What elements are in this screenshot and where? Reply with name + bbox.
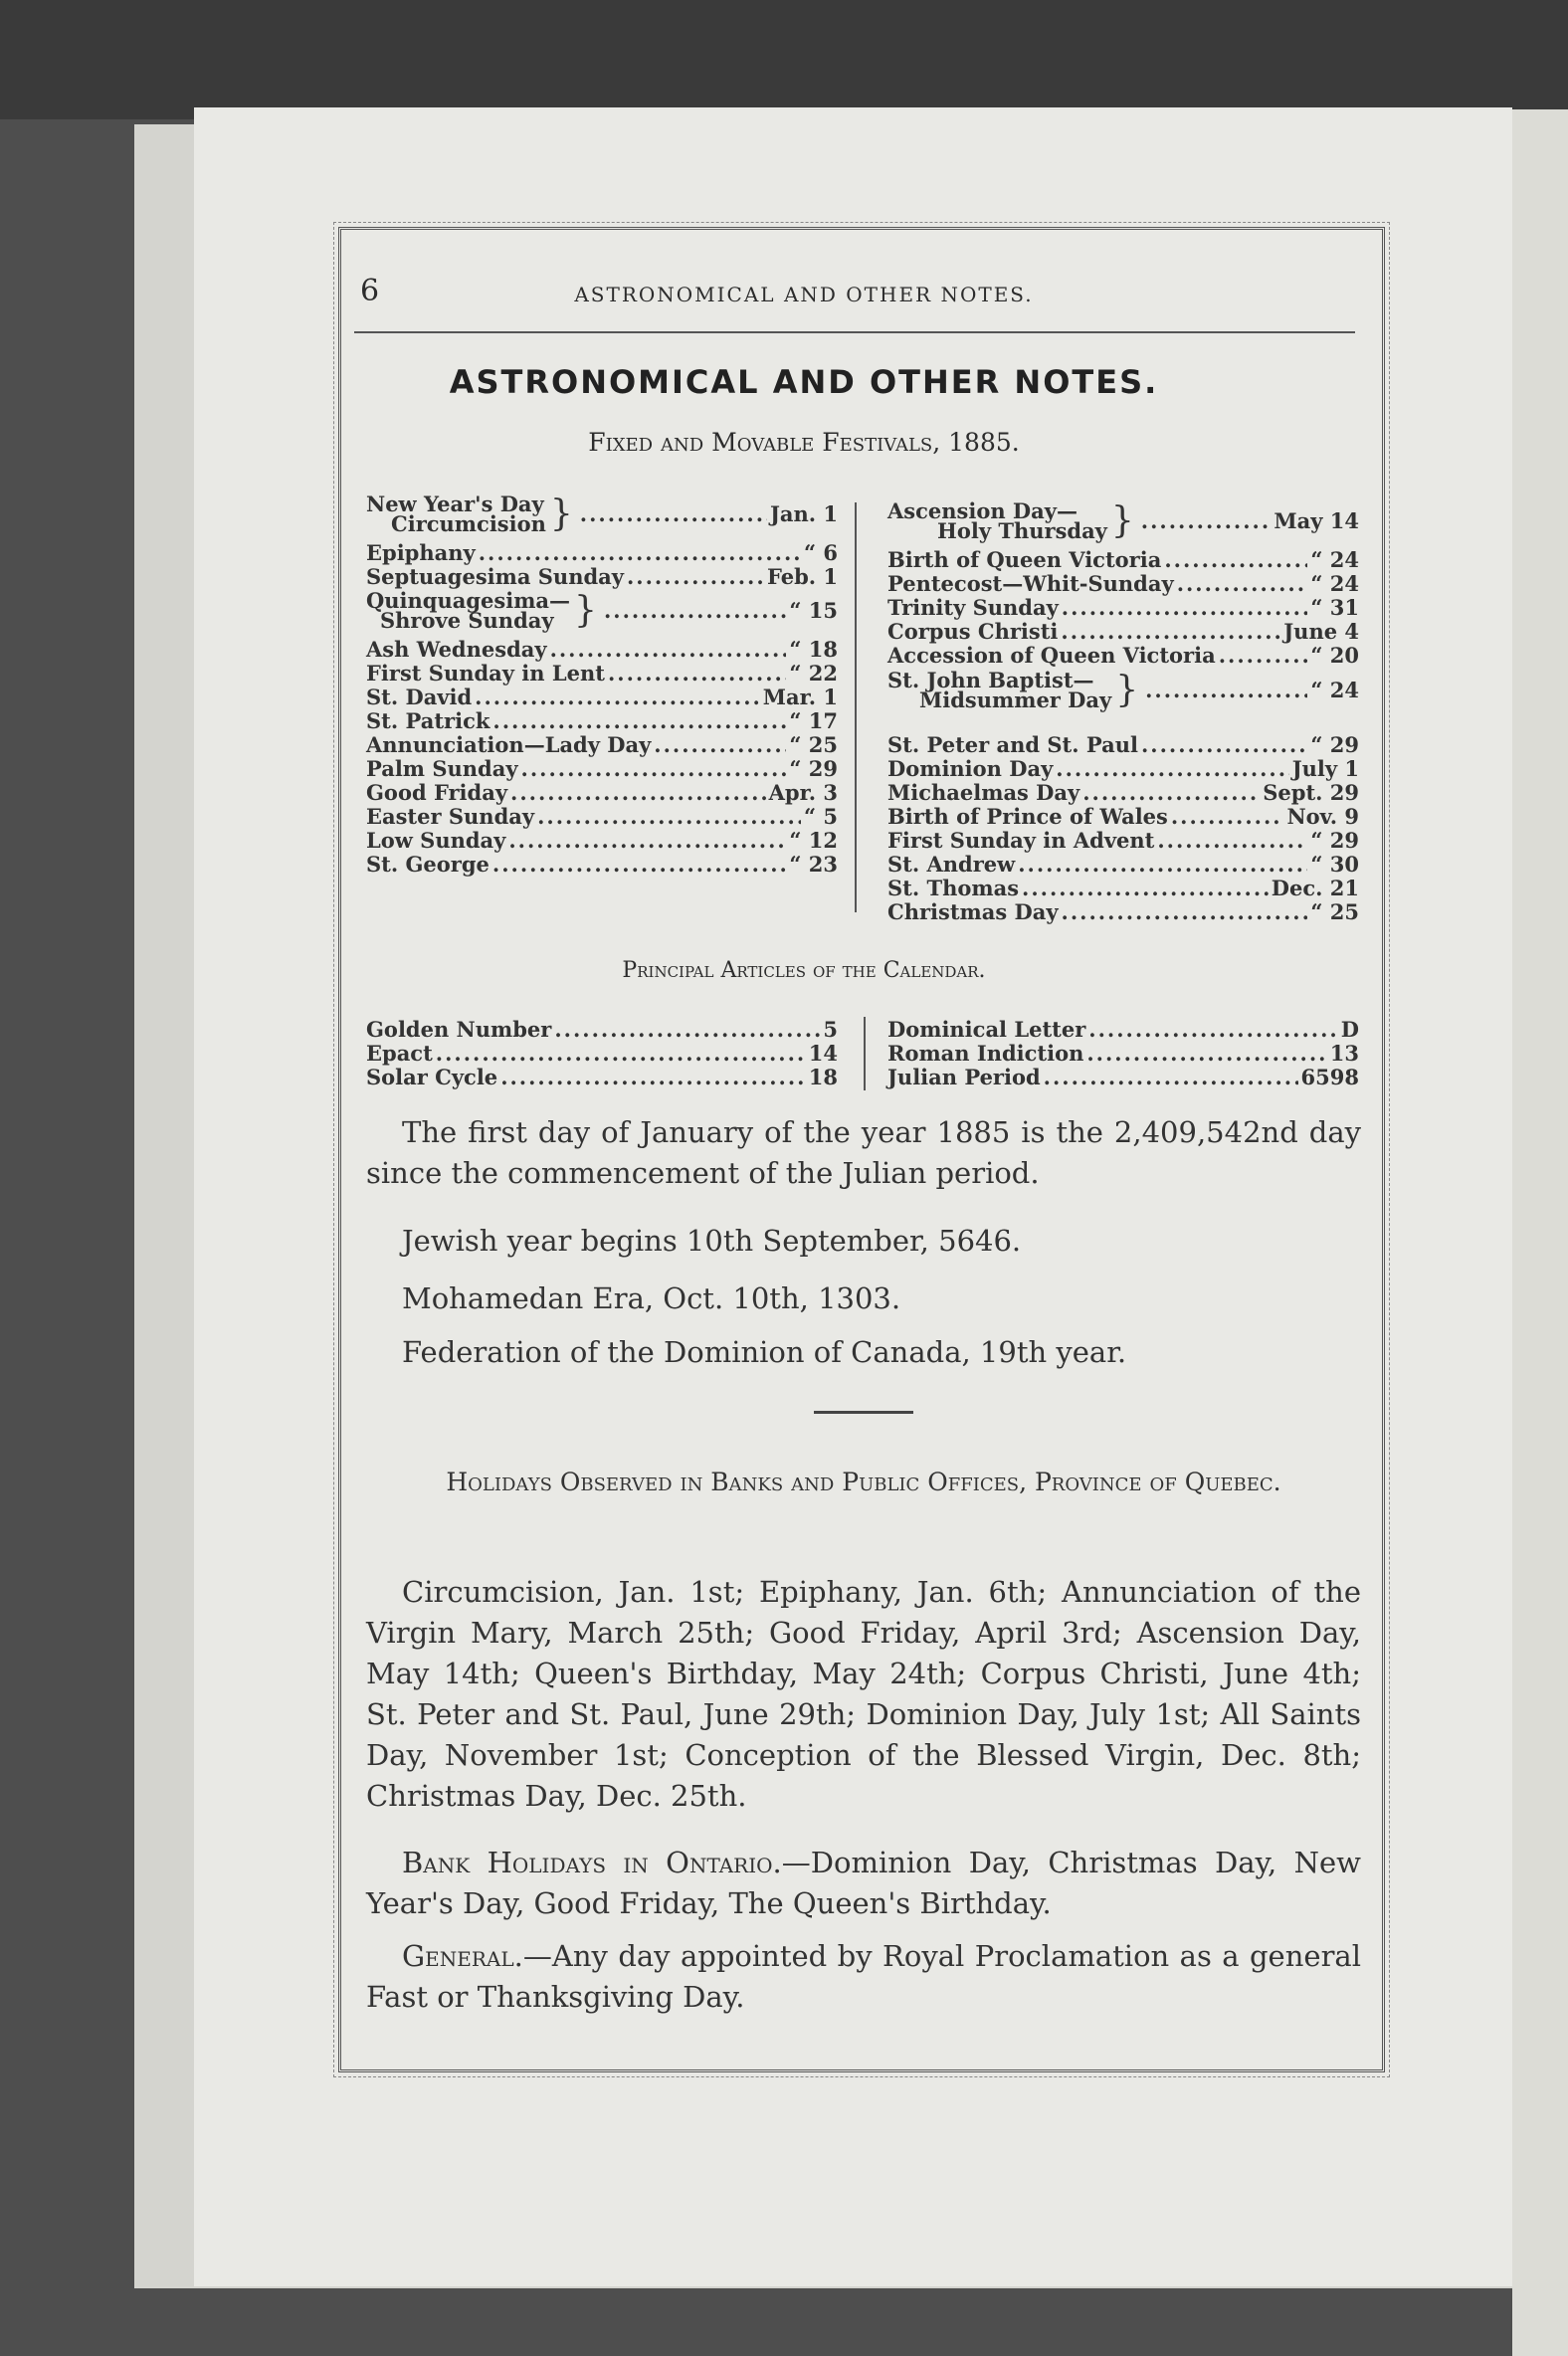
festival-date: “ 17 — [789, 708, 838, 733]
festival-label: First Sunday in Advent — [887, 828, 1155, 853]
brace-glyph: } — [1110, 500, 1134, 541]
holidays-text: Circumcision, Jan. 1st; Epiphany, Jan. 6th; Annunciation of the Virgin Mary, March 25th; Good Friday, April 3rd; Ascension Day, May 14th; Queen's Birthday, May 24th; Corpus Christi, June 4th; St. Peter and St. Paul, June 29th; Dominion Day, July 1st; All Saints Day, November 1st; Conception of the Blessed Virgin, Dec. 8th; Christmas Day, Dec. 25th. — [366, 1575, 1361, 1813]
leader-dots — [492, 710, 786, 732]
festival-label: Septuagesima Sunday — [366, 564, 624, 589]
festival-label: Ash Wednesday — [366, 637, 547, 662]
festival-date: “ 12 — [789, 828, 838, 853]
leader-dots — [1157, 830, 1307, 852]
articles-title: Principal Articles of the Calendar. — [622, 958, 986, 983]
festival-entry — [366, 639, 838, 661]
header-rule — [354, 331, 1355, 333]
leader-dots — [1088, 1019, 1337, 1041]
festival-label: New Year's Day — [366, 491, 544, 516]
festival-entry — [366, 854, 838, 876]
leader-dots — [1061, 621, 1280, 643]
column-divider — [864, 1017, 866, 1090]
article-entry — [366, 1043, 838, 1065]
festival-entry — [887, 734, 1359, 756]
festival-date: “ 5 — [803, 804, 838, 829]
festival-label: First Sunday in Lent — [366, 661, 605, 686]
festival-label: Trinity Sunday — [887, 595, 1059, 620]
brace-glyph: } — [574, 590, 597, 631]
festival-date: Jan. 1 — [769, 501, 838, 526]
festival-label: Easter Sunday — [366, 804, 535, 829]
leader-dots — [510, 782, 766, 804]
leader-dots — [500, 1067, 806, 1088]
brace-glyph: } — [549, 493, 573, 534]
general-text: —Any day appointed by Royal Proclamation as a general Fast or Thanksgiving Day. — [366, 1939, 1361, 2014]
festival-label: Quinquagesima— — [366, 588, 571, 613]
festival-label: Holy Thursday — [937, 518, 1107, 543]
article-value: 6598 — [1300, 1065, 1359, 1089]
festival-entry — [887, 668, 1359, 712]
leader-dots — [1044, 1067, 1298, 1088]
article-value: 5 — [823, 1017, 838, 1042]
festival-label: St. John Baptist— — [887, 668, 1094, 692]
festival-date: “ 24 — [1310, 678, 1359, 702]
leader-dots — [1219, 645, 1308, 667]
leader-dots — [492, 854, 786, 876]
leader-dots — [1171, 806, 1284, 828]
brace-glyph: } — [1115, 670, 1139, 710]
festival-entry — [366, 758, 838, 780]
festival-label: St. Peter and St. Paul — [887, 732, 1138, 757]
festival-entry — [887, 758, 1359, 780]
leader-dots — [1062, 597, 1308, 619]
festival-date: “ 23 — [789, 852, 838, 877]
festival-date: “ 15 — [789, 598, 838, 623]
festival-entry — [366, 734, 838, 756]
leader-dots — [1062, 901, 1308, 923]
festival-label: Annunciation—Lady Day — [366, 732, 652, 757]
festival-date: “ 18 — [789, 637, 838, 662]
leader-dots — [508, 830, 786, 852]
festival-entry — [887, 854, 1359, 876]
festival-label: Circumcision — [391, 511, 546, 536]
leader-dots — [1086, 1043, 1326, 1065]
festival-entry — [366, 782, 838, 804]
festival-entry — [366, 663, 838, 685]
paragraph-mohamedan: Mohamedan Era, Oct. 10th, 1303. — [402, 1281, 901, 1315]
leader-dots — [1082, 782, 1260, 804]
festival-date: “ 29 — [1310, 732, 1359, 757]
main-title: ASTRONOMICAL AND OTHER NOTES. — [449, 363, 1159, 401]
festival-label: Michaelmas Day — [887, 780, 1080, 805]
leader-dots — [1141, 734, 1307, 756]
article-label: Dominical Letter — [887, 1017, 1086, 1042]
general-paragraph — [366, 1936, 1361, 2018]
festival-label: Accession of Queen Victoria — [887, 643, 1216, 668]
article-entry — [887, 1067, 1359, 1088]
bank-holidays-paragraph — [366, 1843, 1361, 1924]
article-label: Epact — [366, 1041, 433, 1066]
festival-date: “ 25 — [789, 732, 838, 757]
festival-entry — [887, 901, 1359, 923]
festival-date: Mar. 1 — [762, 685, 838, 709]
festivals-title: Fixed and Movable Festivals, 1885. — [588, 428, 1020, 457]
festival-entry — [366, 806, 838, 828]
festival-entry — [887, 498, 1359, 543]
article-entry — [366, 1019, 838, 1041]
general-label: General. — [402, 1939, 523, 1973]
article-entry — [366, 1067, 838, 1088]
festival-entry — [366, 588, 838, 633]
festival-date: “ 25 — [1310, 899, 1359, 924]
festival-date: “ 22 — [789, 661, 838, 686]
festival-date: “ 24 — [1310, 571, 1359, 596]
festival-date: Apr. 3 — [768, 780, 838, 805]
article-label: Golden Number — [366, 1017, 552, 1042]
festival-date: “ 24 — [1310, 547, 1359, 572]
scan-background — [0, 0, 1568, 119]
leader-dots — [1141, 511, 1272, 531]
leader-dots — [554, 1019, 820, 1041]
article-entry — [887, 1043, 1359, 1065]
bank-holidays-text: —Dominion Day, Christmas Day, New Year's Day, Good Friday, The Queen's Birthday. — [366, 1846, 1361, 1920]
festival-entry — [366, 710, 838, 732]
leader-dots — [1056, 758, 1288, 780]
festival-label: St. David — [366, 685, 473, 709]
section-divider — [814, 1411, 913, 1414]
festival-entry — [887, 645, 1359, 667]
leader-dots — [1145, 681, 1307, 700]
leader-dots — [1164, 549, 1307, 571]
leader-dots — [436, 1043, 806, 1065]
article-label: Roman Indiction — [887, 1041, 1084, 1066]
festival-date: Feb. 1 — [766, 564, 838, 589]
festival-label: Good Friday — [366, 780, 508, 805]
leader-dots — [1177, 573, 1308, 595]
festival-date: July 1 — [1291, 756, 1359, 781]
leader-dots — [580, 504, 767, 524]
running-head: ASTRONOMICAL AND OTHER NOTES. — [574, 283, 1034, 306]
festival-date: “ 29 — [1310, 828, 1359, 853]
paragraph-federation: Federation of the Dominion of Canada, 19th year. — [402, 1335, 1127, 1369]
festival-date: “ 29 — [789, 756, 838, 781]
festival-entry — [366, 687, 838, 708]
festival-label: Midsummer Day — [919, 687, 1112, 712]
festival-entry — [887, 597, 1359, 619]
festival-date: Dec. 21 — [1271, 876, 1359, 900]
festival-date: “ 30 — [1310, 852, 1359, 877]
festival-label: St. Andrew — [887, 852, 1016, 877]
leader-dots — [608, 663, 786, 685]
leader-dots — [550, 639, 787, 661]
festival-entry — [887, 573, 1359, 595]
article-value: 18 — [808, 1065, 838, 1089]
leader-dots — [475, 687, 760, 708]
leader-dots — [537, 806, 801, 828]
bank-holidays-label: Bank Holidays in Ontario. — [402, 1846, 782, 1879]
festival-date: “ 31 — [1310, 595, 1359, 620]
festival-date: “ 6 — [803, 540, 838, 565]
holidays-heading: Holidays Observed in Banks and Public Offices, Province of Quebec. — [446, 1468, 1281, 1496]
leader-dots — [1022, 878, 1269, 899]
festival-entry — [366, 566, 838, 588]
article-label: Julian Period — [887, 1065, 1041, 1089]
paragraph-julian: The first day of January of the year 1885 is the 2,409,542nd day since the commencement of the Julian period. — [366, 1115, 1361, 1190]
article-entry — [887, 1019, 1359, 1041]
festival-entry — [887, 621, 1359, 643]
festival-label: Epiphany — [366, 540, 476, 565]
festival-label: Palm Sunday — [366, 756, 518, 781]
festival-entry — [887, 549, 1359, 571]
festival-label: Low Sunday — [366, 828, 506, 853]
festival-entry — [366, 491, 838, 536]
paragraph-jewish: Jewish year begins 10th September, 5646. — [402, 1224, 1022, 1258]
festival-date: June 4 — [1283, 619, 1359, 644]
festival-label: St. George — [366, 852, 490, 877]
festival-entry — [366, 830, 838, 852]
article-value: 13 — [1329, 1041, 1359, 1066]
leader-dots — [627, 566, 764, 588]
column-divider — [855, 502, 857, 912]
article-label: Solar Cycle — [366, 1065, 498, 1089]
festival-label: Birth of Queen Victoria — [887, 547, 1162, 572]
festival-entry — [887, 782, 1359, 804]
article-value: 14 — [808, 1041, 838, 1066]
festival-date: May 14 — [1274, 508, 1359, 533]
festival-date: Sept. 29 — [1263, 780, 1359, 805]
festival-label: Dominion Day — [887, 756, 1054, 781]
festival-entry — [887, 878, 1359, 899]
festival-entry — [366, 542, 838, 564]
festival-label: Birth of Prince of Wales — [887, 804, 1168, 829]
leader-dots — [654, 734, 786, 756]
leader-dots — [521, 758, 787, 780]
festival-label: St. Thomas — [887, 876, 1020, 900]
festival-label: Shrove Sunday — [380, 608, 554, 633]
festival-date: Nov. 9 — [1286, 804, 1359, 829]
festival-label: St. Patrick — [366, 708, 490, 733]
page-number: 6 — [360, 274, 380, 308]
festival-label: Corpus Christi — [887, 619, 1059, 644]
leader-dots — [1018, 854, 1307, 876]
festival-date: “ 20 — [1310, 643, 1359, 668]
festival-entry — [887, 806, 1359, 828]
article-value: D — [1340, 1017, 1359, 1042]
festival-label: Pentecost—Whit-Sunday — [887, 571, 1174, 596]
festival-label: Christmas Day — [887, 899, 1059, 924]
festival-label: Ascension Day— — [887, 498, 1078, 523]
leader-dots — [604, 601, 786, 621]
festival-entry — [887, 830, 1359, 852]
leader-dots — [479, 542, 801, 564]
